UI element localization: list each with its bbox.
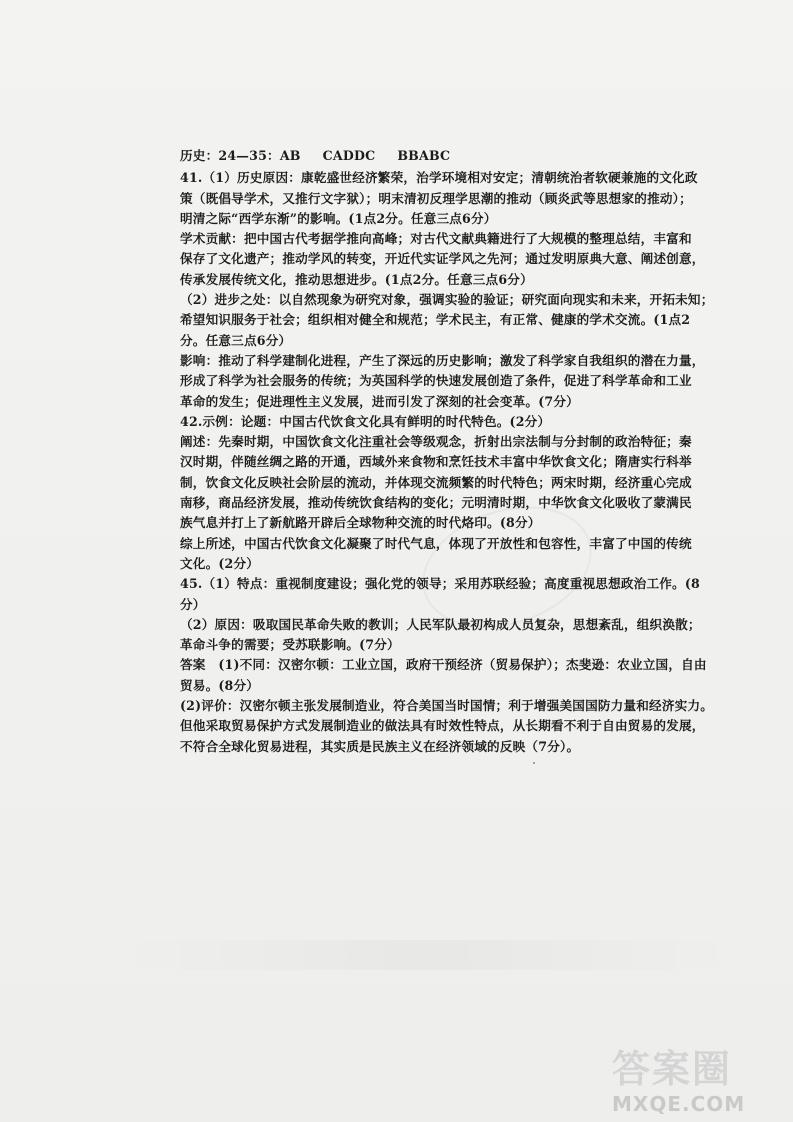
watermark-logo: 答案圈: [612, 1047, 733, 1091]
answer-content: [180, 146, 750, 757]
text-line: 学术贡献：把中国古代考据学推向高峰；对古代文献典籍进行了大规模的整理总结，丰富和: [180, 231, 692, 247]
header-group-2: CADDC: [322, 148, 376, 163]
text-line: 文化。(2分）: [180, 555, 260, 571]
text-line: 策（既倡导学术，又推行文字狱）；明末清初反理学思潮的推动（顾炎武等思想家的推动）；: [180, 190, 692, 206]
text-line: 答案 (1)不同：汉密尔顿：工业立国，政府干预经济（贸易保护）；杰斐逊：农业立国，自由: [180, 657, 707, 673]
text-line: 阐述：先秦时期，中国饮食文化注重社会等级观念，折射出宗法制与分封制的政治特征；秦: [180, 434, 692, 450]
text-line: 形成了科学为社会服务的传统；为英国科学的快速发展创造了条件，促进了科学革命和工业: [180, 373, 692, 389]
text-line: （2）进步之处：以自然现象为研究对象，强调实验的验证；研究面向现实和未来，开拓未知；: [180, 292, 714, 308]
text-line: (2)评价：汉密尔顿主张发展制造业，符合美国当时国情；利于增强美国国防力量和经济实力。: [180, 698, 714, 714]
text-line: 影响：推动了科学建制化进程，产生了深远的历史影响；激发了科学家自我组织的潜在力量，: [180, 352, 705, 368]
text-line: 45.（1）特点：重视制度建设；强化党的领导；采用苏联经验；高度重视思想政治工作。(8: [180, 576, 700, 592]
text-line: 分。任意三点6分）: [180, 332, 292, 348]
text-line: 保存了文化遗产；推动学风的转变，开近代实证学风之先河；通过发明原典大意、阐述创意，: [180, 251, 705, 267]
text-line: 希望知识服务于社会；组织相对健全和规范；学术民主，有正常、健康的学术交流。(1点2: [180, 312, 691, 328]
text-line: 不符合全球化贸易进程，其实质是民族主义在经济领域的反映（7分）。: [180, 738, 580, 754]
text-line: 制，饮食文化反映社会阶层的流动，并体现交流频繁的时代特色；两宋时期，经济重心完成: [180, 474, 692, 490]
text-line: 明清之际“西学东渐”的影响。(1点2分。任意三点6分）: [180, 210, 497, 226]
text-line: 南移，商品经济发展，推动传统饮食结构的变化；元明清时期，中华饮食文化吸收了蒙满民: [180, 495, 692, 511]
text-line: 族气息并打上了新航路开辟后全球物种交流的时代烙印。(8分）: [180, 515, 541, 531]
answer-key-header: [180, 146, 750, 166]
text-line: 分）: [180, 596, 206, 612]
text-line: 42.示例：论题：中国古代饮食文化具有鲜明的时代特色。(2分）: [180, 413, 551, 429]
text-line: 综上所述，中国古代饮食文化凝聚了时代气息，体现了开放性和包容性，丰富了中国的传统: [180, 535, 692, 551]
header-group-3: BBABC: [397, 148, 451, 163]
text-line: 但他采取贸易保护方式发展制造业的做法具有时效性特点，从长期看不利于自由贸易的发展，: [180, 718, 705, 734]
header-label: 历史：24—35：AB: [180, 148, 301, 163]
text-line: 贸易。(8分）: [180, 677, 260, 693]
scan-smudge: [118, 940, 738, 970]
text-line: 传承发展传统文化，推动思想进步。(1点2分。任意三点6分）: [180, 271, 533, 287]
text-line: （2）原因：吸取国民革命失败的教训；人民军队最初构成人员复杂，思想紊乱，组织涣散；: [180, 616, 701, 632]
text-line: 革命斗争的需要；受苏联影响。(7分）: [180, 637, 400, 653]
text-line: 41.（1）历史原因：康乾盛世经济繁荣，治学环境相对安定；清朝统治者软硬兼施的文化政: [180, 170, 698, 186]
watermark-site: MXQE.COM: [612, 1092, 746, 1116]
scan-dot: [533, 762, 535, 764]
text-line: 革命的发生；促进理性主义发展，进而引发了深刻的社会变革。(7分）: [180, 393, 579, 409]
text-line: 汉时期，伴随丝绸之路的开通，西域外来食物和烹饪技术丰富中华饮食文化；隋唐实行科举: [180, 454, 692, 470]
